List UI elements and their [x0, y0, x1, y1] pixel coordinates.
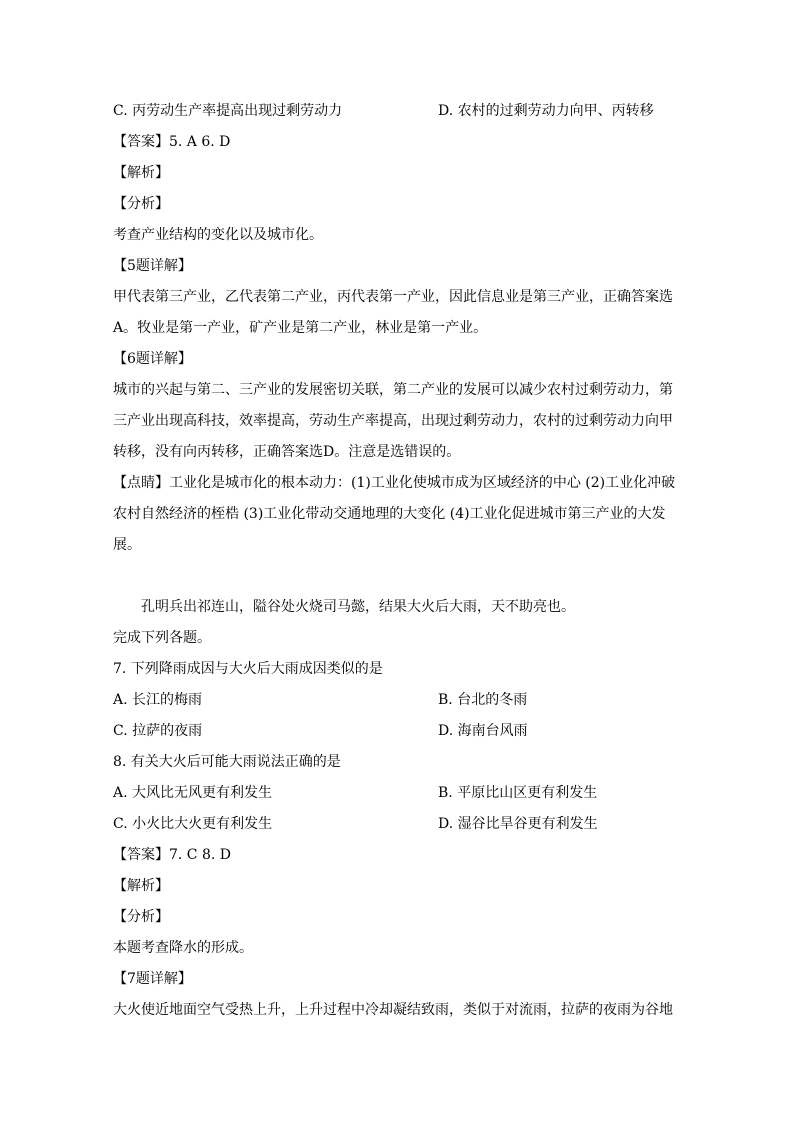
instruction: 完成下列各题。	[113, 630, 211, 646]
q7-option-a: A. 长江的梅雨	[113, 692, 203, 708]
q6-detail-line: 转移，没有向丙转移，正确答案选D。注意是选错误的。	[113, 444, 461, 460]
dianjing-line: 展。	[113, 537, 141, 553]
q8-option-b: B. 平原比山区更有利发生	[438, 785, 598, 801]
q6-detail-line: 城市的兴起与第二、三产业的发展密切关联，第二产业的发展可以减少农村过剩劳动力，第	[113, 382, 673, 398]
jiexi-heading: 【解析】	[113, 165, 169, 181]
q7-option-d: D. 海南台风雨	[438, 723, 528, 739]
q8-option-a: A. 大风比无风更有利发生	[113, 785, 273, 801]
q6-detail-line: 三产业出现高科技，效率提高，劳动生产率提高，出现过剩劳动力，农村的过剩劳动力向甲	[113, 413, 673, 429]
q8-option-c: C. 小火比大火更有利发生	[113, 816, 273, 832]
jiexi-heading: 【解析】	[113, 878, 169, 894]
answer-5-6: 【答案】5. A 6. D	[113, 134, 231, 150]
dianjing-line: 【点睛】工业化是城市化的根本动力：(1)工业化使城市成为区域经济的中心 (2)工业化冲破	[113, 475, 676, 491]
q7-option-b: B. 台北的冬雨	[438, 692, 528, 708]
fenxi-text: 本题考查降水的形成。	[113, 940, 253, 956]
q6-detail-heading: 【6题详解】	[113, 351, 192, 367]
q8-stem: 8. 有关大火后可能大雨说法正确的是	[113, 754, 341, 770]
story-passage: 孔明兵出祁连山，隘谷处火烧司马懿，结果大火后大雨，天不助亮也。	[141, 599, 575, 615]
answer-7-8: 【答案】7. C 8. D	[113, 847, 232, 863]
fenxi-text: 考查产业结构的变化以及城市化。	[113, 227, 323, 243]
q5-detail-heading: 【5题详解】	[113, 258, 192, 274]
q5-detail-line: A。牧业是第一产业，矿产业是第二产业，林业是第一产业。	[113, 320, 488, 336]
q6-option-c: C. 丙劳动生产率提高出现过剩劳动力	[113, 103, 343, 119]
q5-detail-line: 甲代表第三产业，乙代表第二产业，丙代表第一产业，因此信息业是第三产业，正确答案选	[113, 289, 673, 305]
dianjing-line: 农村自然经济的桎梏 (3)工业化带动交通地理的大变化 (4)工业化促进城市第三产业的大发	[113, 506, 666, 522]
fenxi-heading: 【分析】	[113, 909, 169, 925]
q8-option-d: D. 湿谷比旱谷更有利发生	[438, 816, 598, 832]
fenxi-heading: 【分析】	[113, 196, 169, 212]
q7-option-c: C. 拉萨的夜雨	[113, 723, 203, 739]
q7-detail-heading: 【7题详解】	[113, 971, 192, 987]
q7-stem: 7. 下列降雨成因与大火后大雨成因类似的是	[113, 661, 383, 677]
q7-detail-line: 大火使近地面空气受热上升，上升过程中冷却凝结致雨，类似于对流雨，拉萨的夜雨为谷地	[113, 1002, 673, 1018]
q6-option-d: D. 农村的过剩劳动力向甲、丙转移	[438, 103, 654, 119]
